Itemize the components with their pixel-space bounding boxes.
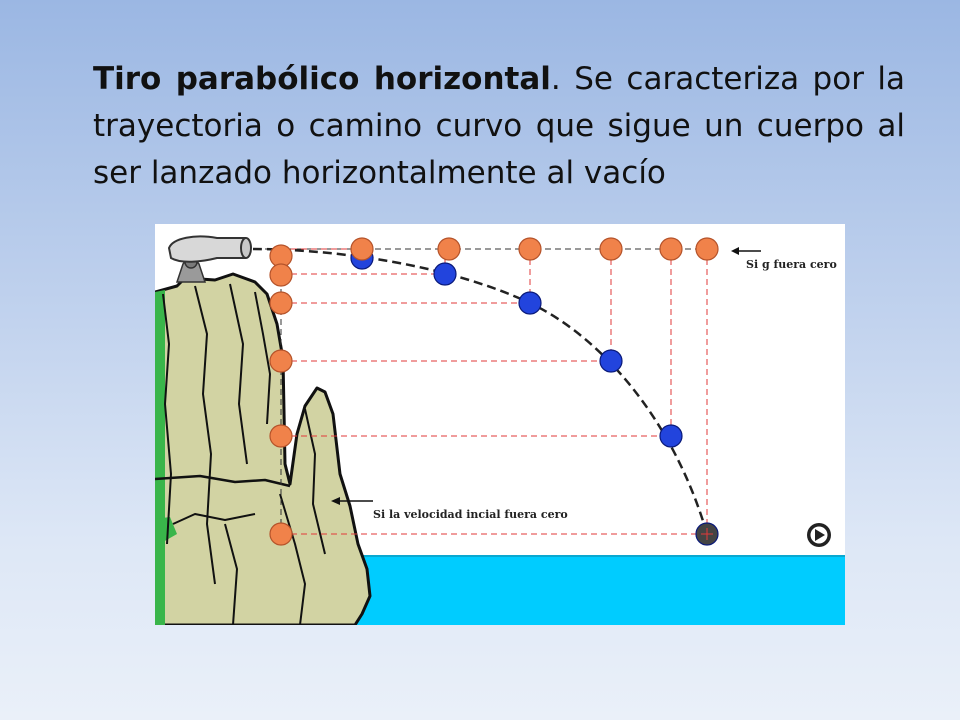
arrow-left-icon <box>731 247 761 255</box>
orange-ball <box>660 238 682 260</box>
orange-ball <box>270 523 292 545</box>
title-rest: . Se caracteriza por la trayectoria o camino curvo que sigue un cuerpo al ser lanzado horizontalmente al vacío <box>93 61 905 191</box>
slide-title <box>93 56 905 197</box>
orange-ball <box>270 292 292 314</box>
orange-ball <box>270 264 292 286</box>
play-button-icon[interactable] <box>807 523 831 547</box>
label-no-gravity: Si g fuera cero <box>746 258 837 271</box>
trajectory-balls <box>351 247 718 545</box>
blue-ball <box>600 350 622 372</box>
blue-ball <box>519 292 541 314</box>
label-no-velocity: Si la velocidad incial fuera cero <box>373 508 568 521</box>
orange-ball <box>696 238 718 260</box>
orange-ball <box>270 425 292 447</box>
projectile-diagram <box>155 224 845 625</box>
orange-ball <box>270 350 292 372</box>
cliff <box>155 274 370 625</box>
arrow-left-icon <box>331 497 373 505</box>
blue-ball <box>660 425 682 447</box>
orange-ball <box>519 238 541 260</box>
orange-ball <box>438 238 460 260</box>
orange-ball <box>351 238 373 260</box>
orange-ball <box>600 238 622 260</box>
diagram-svg <box>155 224 845 625</box>
title-bold: Tiro parabólico horizontal <box>93 61 551 97</box>
blue-ball <box>434 263 456 285</box>
